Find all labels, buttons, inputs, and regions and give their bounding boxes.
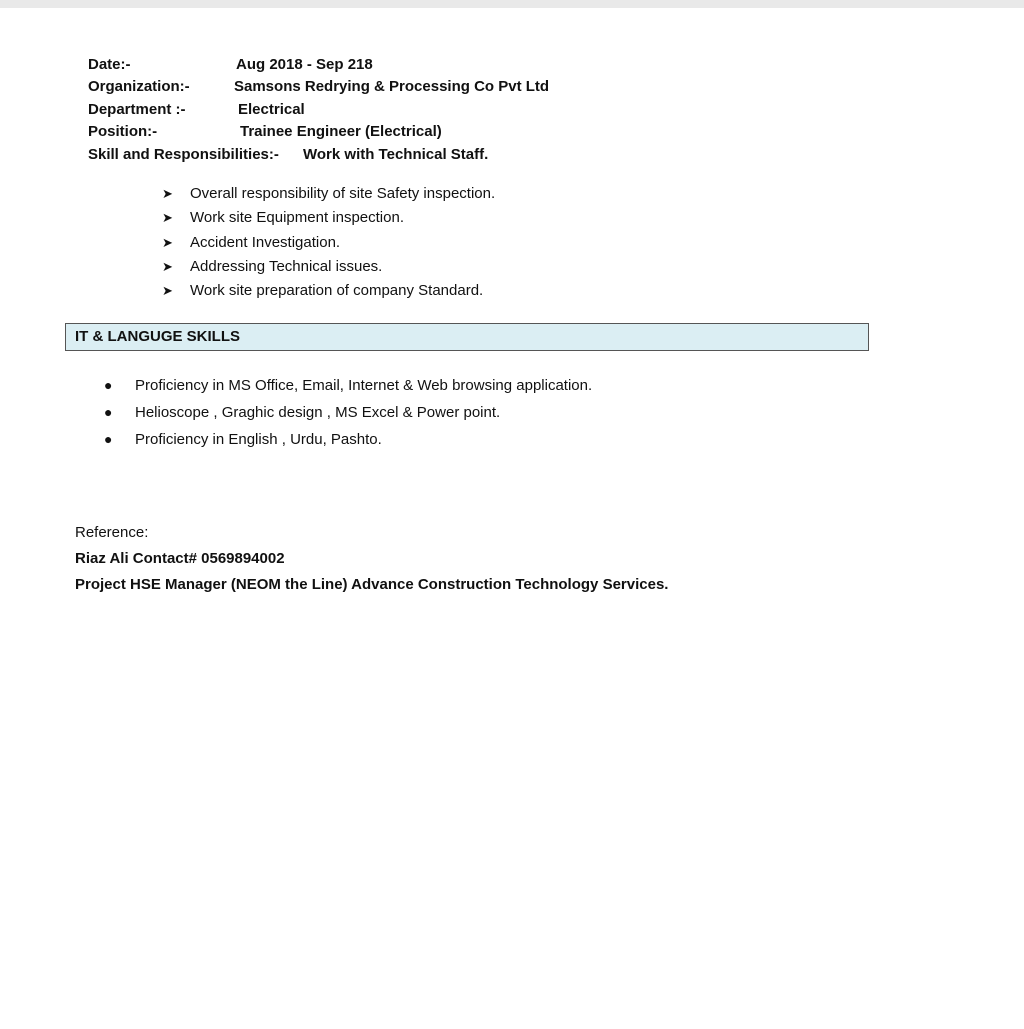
skill-text: Proficiency in MS Office, Email, Internet & Web browsing application. (135, 377, 593, 394)
responsibility-text: Accident Investigation. (190, 234, 341, 251)
it-skills-section-heading (65, 323, 869, 351)
arrow-bullet-icon: ➤ (162, 235, 173, 250)
reference-contact: Riaz Ali Contact# 0569894002 (75, 550, 285, 567)
arrow-bullet-icon: ➤ (162, 283, 173, 298)
organization-label: Organization:- (88, 78, 190, 95)
skill-list-item (104, 403, 500, 422)
responsibility-item (162, 258, 382, 276)
department-label: Department :- (88, 101, 186, 118)
responsibility-item (162, 185, 495, 203)
reference-label: Reference: (75, 524, 149, 541)
bullet-icon: ● (104, 404, 113, 420)
position-label: Position:- (88, 123, 158, 140)
responsibility-text: Overall responsibility of site Safety inspection. (190, 185, 496, 202)
top-strip (0, 0, 1024, 8)
bullet-icon: ● (104, 377, 113, 393)
it-skills-heading-text: IT & LANGUGE SKILLS (75, 328, 240, 345)
bullet-icon: ● (104, 431, 113, 447)
responsibility-text: Work site Equipment inspection. (190, 209, 404, 226)
responsibility-text: Work site preparation of company Standard. (190, 282, 484, 299)
reference-title: Project HSE Manager (NEOM the Line) Advance Construction Technology Services. (75, 576, 669, 593)
department-value: Electrical (238, 101, 305, 118)
date-value: Aug 2018 - Sep 218 (236, 56, 373, 73)
position-value: Trainee Engineer (Electrical) (240, 123, 442, 140)
arrow-bullet-icon: ➤ (162, 259, 173, 274)
skill-list-item (104, 376, 592, 395)
skills-value: Work with Technical Staff. (303, 146, 489, 163)
responsibility-text: Addressing Technical issues. (190, 258, 383, 275)
responsibility-item (162, 234, 340, 252)
organization-value: Samsons Redrying & Processing Co Pvt Ltd (234, 78, 550, 95)
skill-list-item (104, 430, 382, 449)
skills-label: Skill and Responsibilities:- (88, 146, 279, 163)
date-label: Date:- (88, 56, 131, 73)
skill-text: Helioscope , Graghic design , MS Excel & Power point. (135, 404, 501, 421)
responsibility-item (162, 209, 404, 227)
arrow-bullet-icon: ➤ (162, 186, 173, 201)
responsibility-item (162, 282, 483, 300)
arrow-bullet-icon: ➤ (162, 210, 173, 225)
skill-text: Proficiency in English , Urdu, Pashto. (135, 431, 382, 448)
